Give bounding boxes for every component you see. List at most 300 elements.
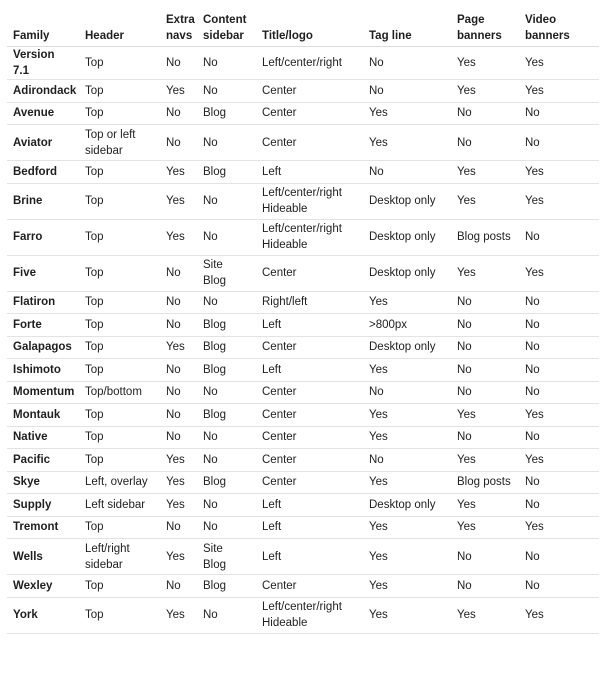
cell-page-banners: [451, 102, 519, 125]
table-row: [7, 471, 599, 494]
cell-text: Center: [262, 386, 297, 399]
cell-title-logo: [256, 125, 363, 161]
template-family-comparison-table: [7, 8, 599, 634]
cell-text: No: [457, 386, 472, 399]
cell-family: [7, 359, 79, 382]
cell-text: Wexley: [13, 579, 53, 592]
cell-text: Hideable: [262, 239, 308, 251]
cell-family: [7, 291, 79, 314]
cell-header: [79, 359, 160, 382]
cell-text: No: [369, 84, 384, 97]
cell-content-sidebar: [197, 471, 256, 494]
cell-text: York: [13, 609, 38, 621]
cell-header: [79, 125, 160, 161]
table-row: [7, 125, 599, 161]
cell-text: Top: [85, 453, 104, 466]
cell-text: No: [166, 107, 181, 120]
cell-text: No: [525, 341, 540, 354]
table-row: [7, 183, 599, 219]
cell-text: No: [525, 136, 540, 149]
cell-family: [7, 314, 79, 337]
cell-page-banners: [451, 494, 519, 517]
cell-text: No: [166, 431, 181, 444]
cell-content-sidebar: [197, 381, 256, 404]
cell-tag-line: [363, 359, 451, 382]
cell-extra-navs: [160, 219, 197, 255]
cell-content-sidebar: [197, 255, 256, 291]
table-row: [7, 539, 599, 575]
cell-title-logo: [256, 426, 363, 449]
cell-text: Yes: [369, 579, 388, 592]
cell-text: No: [525, 386, 540, 399]
cell-tag-line: [363, 336, 451, 359]
cell-text: Yes: [166, 231, 185, 243]
cell-text: No: [457, 341, 472, 354]
cell-title-logo: [256, 404, 363, 427]
cell-text: Center: [262, 408, 297, 421]
column-header-text: banners: [457, 30, 502, 42]
cell-text: Center: [262, 84, 297, 97]
cell-text: Yes: [369, 521, 388, 534]
cell-text: Adirondack: [13, 84, 77, 97]
cell-header: [79, 336, 160, 359]
cell-text: Hideable: [262, 203, 308, 215]
cell-text: Yes: [525, 57, 544, 69]
cell-tag-line: [363, 219, 451, 255]
cell-text: No: [203, 57, 218, 69]
cell-text: No: [525, 231, 540, 243]
cell-text: Top: [85, 296, 104, 309]
cell-text: Yes: [166, 165, 185, 178]
cell-header: [79, 80, 160, 103]
cell-text: No: [203, 609, 218, 621]
cell-text: No: [525, 318, 540, 331]
cell-text: No: [457, 296, 472, 309]
cell-text: No: [369, 386, 384, 399]
cell-family: [7, 516, 79, 539]
cell-page-banners: [451, 575, 519, 598]
cell-text: Site: [203, 259, 223, 271]
cell-family: [7, 183, 79, 219]
cell-text: Yes: [525, 609, 544, 621]
cell-text: Desktop only: [369, 267, 436, 279]
cell-header: [79, 47, 160, 80]
cell-video-banners: [519, 539, 599, 575]
cell-family: [7, 381, 79, 404]
cell-text: Center: [262, 136, 297, 149]
table-body: [7, 47, 599, 634]
cell-video-banners: [519, 47, 599, 80]
cell-text: Blog: [203, 165, 227, 178]
cell-text: Yes: [457, 453, 476, 466]
cell-video-banners: [519, 426, 599, 449]
table-row: [7, 102, 599, 125]
cell-text: Yes: [525, 521, 544, 534]
cell-text: Left/center/right: [262, 187, 342, 199]
column-header-tag-line: [363, 8, 451, 47]
cell-title-logo: [256, 80, 363, 103]
cell-header: [79, 255, 160, 291]
cell-text: Left: [262, 165, 282, 178]
cell-extra-navs: [160, 255, 197, 291]
table-row: [7, 449, 599, 472]
cell-text: Yes: [369, 550, 388, 563]
cell-text: Avenue: [13, 107, 55, 120]
cell-tag-line: [363, 47, 451, 80]
cell-family: [7, 597, 79, 633]
cell-page-banners: [451, 336, 519, 359]
cell-text: Top: [85, 363, 104, 376]
cell-text: Desktop only: [369, 231, 436, 243]
column-header-text: Tag line: [369, 30, 412, 42]
cell-text: No: [369, 57, 384, 69]
cell-extra-navs: [160, 471, 197, 494]
cell-extra-navs: [160, 359, 197, 382]
cell-text: Blog: [203, 363, 227, 376]
cell-page-banners: [451, 314, 519, 337]
cell-text: Yes: [369, 107, 388, 120]
cell-text: Blog: [203, 476, 227, 489]
cell-family: [7, 336, 79, 359]
cell-text: Blog posts: [457, 231, 511, 243]
cell-text: No: [166, 386, 181, 399]
cell-family: [7, 255, 79, 291]
cell-text: Wells: [13, 550, 43, 563]
cell-text: Left/right: [85, 542, 130, 555]
cell-text: No: [457, 136, 472, 149]
table-row: [7, 161, 599, 184]
cell-header: [79, 161, 160, 184]
cell-family: [7, 219, 79, 255]
column-header-text: Family: [13, 30, 50, 42]
cell-text: Desktop only: [369, 341, 436, 354]
cell-text: Yes: [457, 498, 476, 511]
cell-header: [79, 449, 160, 472]
cell-tag-line: [363, 449, 451, 472]
column-header-page-banners: [451, 8, 519, 47]
cell-video-banners: [519, 381, 599, 404]
column-header-family: [7, 8, 79, 47]
cell-page-banners: [451, 516, 519, 539]
table-row: [7, 80, 599, 103]
cell-content-sidebar: [197, 449, 256, 472]
table-header: [7, 8, 599, 47]
cell-page-banners: [451, 597, 519, 633]
cell-text: No: [203, 521, 218, 534]
cell-text: No: [203, 431, 218, 444]
cell-text: Blog: [203, 341, 227, 354]
cell-text: Left/center/right: [262, 223, 342, 235]
cell-family: [7, 426, 79, 449]
cell-text: Yes: [525, 84, 544, 97]
table-row: [7, 381, 599, 404]
cell-text: Yes: [166, 498, 185, 511]
cell-title-logo: [256, 183, 363, 219]
cell-text: No: [369, 453, 384, 466]
cell-extra-navs: [160, 449, 197, 472]
cell-title-logo: [256, 161, 363, 184]
cell-content-sidebar: [197, 359, 256, 382]
cell-family: [7, 47, 79, 80]
cell-tag-line: [363, 597, 451, 633]
cell-text: Yes: [457, 609, 476, 621]
cell-text: Yes: [166, 609, 185, 621]
cell-video-banners: [519, 449, 599, 472]
table-row: [7, 597, 599, 633]
cell-text: Top/bottom: [85, 386, 142, 399]
cell-text: No: [166, 318, 181, 331]
cell-video-banners: [519, 597, 599, 633]
cell-text: No: [203, 195, 218, 207]
cell-text: Yes: [525, 453, 544, 466]
cell-video-banners: [519, 471, 599, 494]
cell-header: [79, 291, 160, 314]
cell-text: Yes: [457, 84, 476, 97]
cell-text: No: [457, 318, 472, 331]
cell-header: [79, 219, 160, 255]
column-header-text: Content: [203, 14, 247, 26]
cell-video-banners: [519, 125, 599, 161]
cell-text: Blog: [203, 558, 227, 571]
cell-text: Skye: [13, 476, 40, 489]
cell-text: No: [203, 231, 218, 243]
cell-page-banners: [451, 291, 519, 314]
cell-text: Yes: [166, 341, 185, 354]
cell-text: No: [457, 579, 472, 592]
cell-content-sidebar: [197, 102, 256, 125]
cell-tag-line: [363, 125, 451, 161]
cell-tag-line: [363, 426, 451, 449]
cell-title-logo: [256, 575, 363, 598]
cell-title-logo: [256, 102, 363, 125]
cell-extra-navs: [160, 80, 197, 103]
cell-page-banners: [451, 219, 519, 255]
cell-extra-navs: [160, 291, 197, 314]
cell-video-banners: [519, 575, 599, 598]
cell-tag-line: [363, 494, 451, 517]
cell-text: Yes: [525, 195, 544, 207]
cell-extra-navs: [160, 102, 197, 125]
cell-text: Top: [85, 341, 104, 354]
cell-content-sidebar: [197, 575, 256, 598]
cell-header: [79, 102, 160, 125]
cell-text: Supply: [13, 498, 52, 511]
cell-text: Yes: [369, 408, 388, 421]
cell-text: Brine: [13, 195, 43, 207]
cell-text: Yes: [525, 267, 544, 279]
column-header-text: Page: [457, 14, 485, 26]
cell-text: Yes: [457, 408, 476, 421]
cell-text: Yes: [457, 195, 476, 207]
table-row: [7, 291, 599, 314]
cell-extra-navs: [160, 539, 197, 575]
cell-text: Aviator: [13, 136, 53, 149]
cell-header: [79, 575, 160, 598]
cell-video-banners: [519, 336, 599, 359]
cell-text: Yes: [166, 476, 185, 489]
cell-text: Blog: [203, 408, 227, 421]
cell-text: Yes: [457, 165, 476, 178]
cell-tag-line: [363, 516, 451, 539]
cell-text: Yes: [525, 408, 544, 421]
column-header-extra-navs: [160, 8, 197, 47]
cell-text: Top: [85, 318, 104, 331]
cell-page-banners: [451, 80, 519, 103]
cell-video-banners: [519, 219, 599, 255]
cell-content-sidebar: [197, 404, 256, 427]
table-row: [7, 494, 599, 517]
cell-extra-navs: [160, 404, 197, 427]
cell-title-logo: [256, 516, 363, 539]
column-header-text: Title/logo: [262, 30, 313, 42]
cell-text: Top: [85, 165, 104, 178]
cell-text: No: [525, 431, 540, 444]
cell-page-banners: [451, 161, 519, 184]
column-header-text: navs: [166, 30, 193, 42]
cell-content-sidebar: [197, 125, 256, 161]
cell-video-banners: [519, 404, 599, 427]
cell-content-sidebar: [197, 426, 256, 449]
cell-text: Left: [262, 521, 282, 534]
cell-page-banners: [451, 125, 519, 161]
cell-title-logo: [256, 539, 363, 575]
cell-header: [79, 597, 160, 633]
cell-text: Left sidebar: [85, 498, 146, 511]
cell-content-sidebar: [197, 494, 256, 517]
cell-text: Left, overlay: [85, 476, 148, 489]
cell-tag-line: [363, 314, 451, 337]
cell-text: Site: [203, 542, 223, 555]
table-row: [7, 404, 599, 427]
cell-tag-line: [363, 381, 451, 404]
cell-video-banners: [519, 516, 599, 539]
cell-text: No: [525, 296, 540, 309]
cell-text: Hideable: [262, 617, 308, 629]
cell-tag-line: [363, 471, 451, 494]
cell-text: No: [457, 363, 472, 376]
cell-text: No: [166, 408, 181, 421]
cell-text: Yes: [166, 195, 185, 207]
cell-text: Top: [85, 84, 104, 97]
cell-text: Yes: [457, 267, 476, 279]
cell-video-banners: [519, 102, 599, 125]
table-row: [7, 359, 599, 382]
cell-text: No: [166, 136, 181, 149]
cell-text: Farro: [13, 231, 43, 243]
cell-header: [79, 314, 160, 337]
cell-text: No: [525, 107, 540, 120]
cell-text: No: [203, 386, 218, 399]
cell-title-logo: [256, 47, 363, 80]
table-row: [7, 47, 599, 80]
cell-header: [79, 539, 160, 575]
cell-text: Yes: [166, 84, 185, 97]
cell-text: sidebar: [85, 144, 123, 157]
cell-video-banners: [519, 161, 599, 184]
cell-page-banners: [451, 426, 519, 449]
cell-text: Flatiron: [13, 296, 56, 309]
cell-extra-navs: [160, 494, 197, 517]
cell-text: Blog posts: [457, 476, 511, 489]
cell-text: >800px: [369, 318, 408, 331]
cell-extra-navs: [160, 125, 197, 161]
cell-text: No: [525, 363, 540, 376]
cell-text: No: [369, 165, 384, 178]
cell-title-logo: [256, 494, 363, 517]
cell-text: No: [166, 296, 181, 309]
cell-text: Blog: [203, 275, 227, 287]
cell-content-sidebar: [197, 291, 256, 314]
cell-text: No: [525, 476, 540, 489]
cell-text: Top: [85, 609, 104, 621]
cell-text: No: [457, 431, 472, 444]
cell-text: Desktop only: [369, 498, 436, 511]
cell-text: Left: [262, 550, 282, 563]
cell-family: [7, 102, 79, 125]
cell-video-banners: [519, 494, 599, 517]
cell-family: [7, 539, 79, 575]
cell-content-sidebar: [197, 597, 256, 633]
cell-video-banners: [519, 314, 599, 337]
cell-text: No: [525, 498, 540, 511]
cell-extra-navs: [160, 575, 197, 598]
cell-extra-navs: [160, 161, 197, 184]
cell-content-sidebar: [197, 539, 256, 575]
table-row: [7, 516, 599, 539]
cell-text: Center: [262, 341, 297, 354]
cell-text: Yes: [457, 57, 476, 69]
cell-title-logo: [256, 314, 363, 337]
cell-content-sidebar: [197, 336, 256, 359]
cell-text: Yes: [369, 431, 388, 444]
cell-page-banners: [451, 359, 519, 382]
cell-text: Yes: [166, 550, 185, 563]
cell-text: Left: [262, 498, 282, 511]
cell-text: Left/center/right: [262, 601, 342, 613]
cell-text: Pacific: [13, 453, 51, 466]
cell-title-logo: [256, 219, 363, 255]
table-row: [7, 314, 599, 337]
column-header-video-banners: [519, 8, 599, 47]
cell-text: Blog: [203, 318, 227, 331]
column-header-content-sidebar: [197, 8, 256, 47]
table-row: [7, 336, 599, 359]
cell-page-banners: [451, 449, 519, 472]
cell-text: No: [166, 267, 181, 279]
cell-page-banners: [451, 183, 519, 219]
cell-text: Left/center/right: [262, 57, 342, 69]
cell-page-banners: [451, 47, 519, 80]
cell-text: No: [166, 521, 181, 534]
cell-title-logo: [256, 381, 363, 404]
cell-family: [7, 404, 79, 427]
cell-extra-navs: [160, 336, 197, 359]
cell-text: Top: [85, 579, 104, 592]
cell-text: Yes: [166, 453, 185, 466]
cell-page-banners: [451, 255, 519, 291]
cell-family: [7, 125, 79, 161]
cell-tag-line: [363, 255, 451, 291]
cell-text: Yes: [369, 476, 388, 489]
cell-text: Yes: [369, 136, 388, 149]
cell-text: Yes: [369, 296, 388, 309]
cell-text: No: [166, 579, 181, 592]
cell-text: Center: [262, 431, 297, 444]
cell-text: Top: [85, 431, 104, 444]
cell-text: Right/left: [262, 296, 308, 309]
cell-tag-line: [363, 404, 451, 427]
cell-text: Top: [85, 107, 104, 120]
